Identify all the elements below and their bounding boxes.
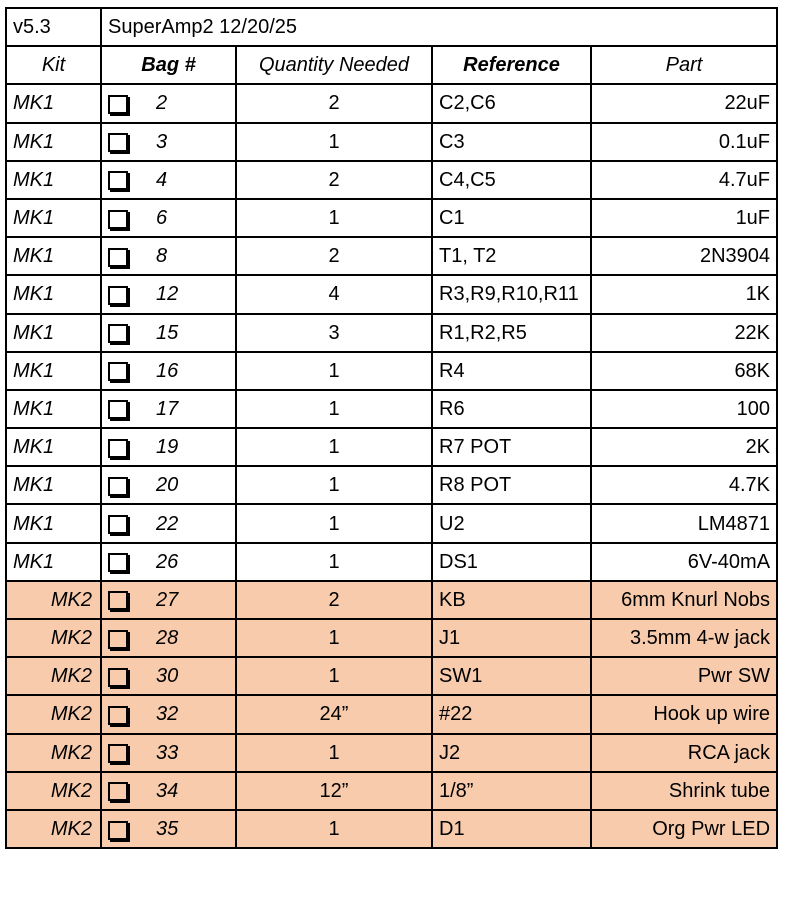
header-row xyxy=(6,46,777,84)
bag-cell xyxy=(101,504,236,542)
table-row xyxy=(6,199,777,237)
quantity-cell: 12” xyxy=(236,772,432,810)
bag-number: 22 xyxy=(156,512,179,535)
checkbox-icon[interactable] xyxy=(108,782,128,801)
quantity-cell: 1 xyxy=(236,390,432,428)
bag-cell xyxy=(101,810,236,848)
kit-cell: MK2 xyxy=(6,734,101,772)
bag-cell xyxy=(101,543,236,581)
table-row xyxy=(6,428,777,466)
table-row xyxy=(6,237,777,275)
checkbox-icon[interactable] xyxy=(108,171,128,190)
checkbox-icon[interactable] xyxy=(108,362,128,381)
part-cell: 68K xyxy=(591,352,777,390)
bom-table xyxy=(5,7,778,849)
quantity-cell: 4 xyxy=(236,275,432,313)
table-row xyxy=(6,734,777,772)
checkbox-icon[interactable] xyxy=(108,668,128,687)
kit-cell: MK1 xyxy=(6,161,101,199)
quantity-cell: 1 xyxy=(236,428,432,466)
kit-cell: MK1 xyxy=(6,275,101,313)
part-cell: 4.7K xyxy=(591,466,777,504)
bag-cell xyxy=(101,123,236,161)
table-row xyxy=(6,275,777,313)
reference-cell: #22 xyxy=(432,695,591,733)
bag-number: 15 xyxy=(156,321,179,344)
kit-cell: MK1 xyxy=(6,237,101,275)
reference-cell: R8 POT xyxy=(432,466,591,504)
document-title: SuperAmp2 12/20/25 xyxy=(101,8,777,46)
quantity-cell: 1 xyxy=(236,504,432,542)
quantity-cell: 1 xyxy=(236,352,432,390)
reference-cell: J1 xyxy=(432,619,591,657)
reference-cell: SW1 xyxy=(432,657,591,695)
part-cell: Pwr SW xyxy=(591,657,777,695)
kit-cell: MK1 xyxy=(6,504,101,542)
bag-cell xyxy=(101,734,236,772)
quantity-cell: 3 xyxy=(236,314,432,352)
part-cell: 4.7uF xyxy=(591,161,777,199)
reference-cell: T1, T2 xyxy=(432,237,591,275)
header-part: Part xyxy=(591,46,777,84)
table-row xyxy=(6,695,777,733)
checkbox-icon[interactable] xyxy=(108,133,128,152)
part-cell: Hook up wire xyxy=(591,695,777,733)
reference-cell: 1/8” xyxy=(432,772,591,810)
part-cell: LM4871 xyxy=(591,504,777,542)
bag-cell xyxy=(101,314,236,352)
reference-cell: C2,C6 xyxy=(432,84,591,122)
part-cell: Shrink tube xyxy=(591,772,777,810)
bag-cell xyxy=(101,657,236,695)
quantity-cell: 1 xyxy=(236,810,432,848)
part-cell: 0.1uF xyxy=(591,123,777,161)
reference-cell: J2 xyxy=(432,734,591,772)
quantity-cell: 1 xyxy=(236,734,432,772)
checkbox-icon[interactable] xyxy=(108,95,128,114)
bag-cell xyxy=(101,619,236,657)
kit-cell: MK1 xyxy=(6,314,101,352)
reference-cell: DS1 xyxy=(432,543,591,581)
header-kit: Kit xyxy=(6,46,101,84)
quantity-cell: 2 xyxy=(236,84,432,122)
reference-cell: R6 xyxy=(432,390,591,428)
checkbox-icon[interactable] xyxy=(108,744,128,763)
bag-cell xyxy=(101,275,236,313)
bag-cell xyxy=(101,84,236,122)
kit-cell: MK2 xyxy=(6,695,101,733)
kit-cell: MK2 xyxy=(6,810,101,848)
kit-cell: MK2 xyxy=(6,619,101,657)
bag-number: 3 xyxy=(156,130,168,153)
checkbox-icon[interactable] xyxy=(108,515,128,534)
kit-cell: MK1 xyxy=(6,84,101,122)
table-row xyxy=(6,123,777,161)
reference-cell: D1 xyxy=(432,810,591,848)
table-row xyxy=(6,581,777,619)
reference-cell: U2 xyxy=(432,504,591,542)
bom-sheet xyxy=(5,7,778,849)
bag-number: 33 xyxy=(156,741,179,764)
table-row xyxy=(6,466,777,504)
header-bag: Bag # xyxy=(101,46,236,84)
quantity-cell: 1 xyxy=(236,619,432,657)
quantity-cell: 1 xyxy=(236,123,432,161)
checkbox-icon[interactable] xyxy=(108,706,128,725)
bag-number: 12 xyxy=(156,283,179,306)
part-cell: 22K xyxy=(591,314,777,352)
bag-cell xyxy=(101,161,236,199)
part-cell: 6V-40mA xyxy=(591,543,777,581)
checkbox-icon[interactable] xyxy=(108,821,128,840)
kit-cell: MK1 xyxy=(6,466,101,504)
kit-cell: MK1 xyxy=(6,199,101,237)
reference-cell: R4 xyxy=(432,352,591,390)
kit-cell: MK2 xyxy=(6,657,101,695)
bag-cell xyxy=(101,695,236,733)
bag-number: 2 xyxy=(156,92,168,115)
bag-number: 6 xyxy=(156,207,168,230)
part-cell: 2N3904 xyxy=(591,237,777,275)
part-cell: 1K xyxy=(591,275,777,313)
title-row xyxy=(6,8,777,46)
table-row xyxy=(6,543,777,581)
bag-number: 27 xyxy=(156,588,179,611)
kit-cell: MK1 xyxy=(6,428,101,466)
bag-cell xyxy=(101,237,236,275)
quantity-cell: 1 xyxy=(236,543,432,581)
bag-number: 30 xyxy=(156,665,179,688)
bag-number: 34 xyxy=(156,779,179,802)
bag-cell xyxy=(101,390,236,428)
bag-number: 8 xyxy=(156,245,168,268)
bag-number: 28 xyxy=(156,627,179,650)
header-quantity: Quantity Needed xyxy=(236,46,432,84)
quantity-cell: 2 xyxy=(236,161,432,199)
reference-cell: KB xyxy=(432,581,591,619)
bag-number: 4 xyxy=(156,168,168,191)
checkbox-icon[interactable] xyxy=(108,630,128,649)
part-cell: 1uF xyxy=(591,199,777,237)
bag-cell xyxy=(101,352,236,390)
bag-number: 16 xyxy=(156,359,179,382)
table-row xyxy=(6,161,777,199)
part-cell: Org Pwr LED xyxy=(591,810,777,848)
checkbox-icon[interactable] xyxy=(108,477,128,496)
checkbox-icon[interactable] xyxy=(108,591,128,610)
part-cell: RCA jack xyxy=(591,734,777,772)
quantity-cell: 1 xyxy=(236,199,432,237)
part-cell: 6mm Knurl Nobs xyxy=(591,581,777,619)
quantity-cell: 2 xyxy=(236,581,432,619)
bag-number: 35 xyxy=(156,818,179,841)
checkbox-icon[interactable] xyxy=(108,248,128,267)
bag-number: 17 xyxy=(156,397,179,420)
checkbox-icon[interactable] xyxy=(108,439,128,458)
header-reference: Reference xyxy=(432,46,591,84)
table-row xyxy=(6,314,777,352)
table-row xyxy=(6,390,777,428)
checkbox-icon[interactable] xyxy=(108,286,128,305)
reference-cell: R1,R2,R5 xyxy=(432,314,591,352)
bag-cell xyxy=(101,428,236,466)
bag-cell xyxy=(101,581,236,619)
kit-cell: MK2 xyxy=(6,772,101,810)
table-row xyxy=(6,619,777,657)
bag-number: 26 xyxy=(156,550,179,573)
reference-cell: C4,C5 xyxy=(432,161,591,199)
kit-cell: MK1 xyxy=(6,123,101,161)
bag-number: 19 xyxy=(156,436,179,459)
bag-cell xyxy=(101,772,236,810)
reference-cell: C3 xyxy=(432,123,591,161)
part-cell: 22uF xyxy=(591,84,777,122)
kit-cell: MK1 xyxy=(6,543,101,581)
table-row xyxy=(6,84,777,122)
reference-cell: R7 POT xyxy=(432,428,591,466)
kit-cell: MK2 xyxy=(6,581,101,619)
quantity-cell: 1 xyxy=(236,466,432,504)
table-row xyxy=(6,772,777,810)
bag-number: 20 xyxy=(156,474,179,497)
table-row xyxy=(6,657,777,695)
quantity-cell: 1 xyxy=(236,657,432,695)
table-row xyxy=(6,810,777,848)
quantity-cell: 2 xyxy=(236,237,432,275)
bag-cell xyxy=(101,199,236,237)
part-cell: 2K xyxy=(591,428,777,466)
bag-cell xyxy=(101,466,236,504)
bag-number: 32 xyxy=(156,703,179,726)
reference-cell: C1 xyxy=(432,199,591,237)
kit-cell: MK1 xyxy=(6,390,101,428)
checkbox-icon[interactable] xyxy=(108,553,128,572)
checkbox-icon[interactable] xyxy=(108,400,128,419)
checkbox-icon[interactable] xyxy=(108,210,128,229)
part-cell: 3.5mm 4-w jack xyxy=(591,619,777,657)
checkbox-icon[interactable] xyxy=(108,324,128,343)
kit-cell: MK1 xyxy=(6,352,101,390)
quantity-cell: 24” xyxy=(236,695,432,733)
table-row xyxy=(6,504,777,542)
version-label: v5.3 xyxy=(6,8,101,46)
table-row xyxy=(6,352,777,390)
part-cell: 100 xyxy=(591,390,777,428)
reference-cell: R3,R9,R10,R11 xyxy=(432,275,591,313)
